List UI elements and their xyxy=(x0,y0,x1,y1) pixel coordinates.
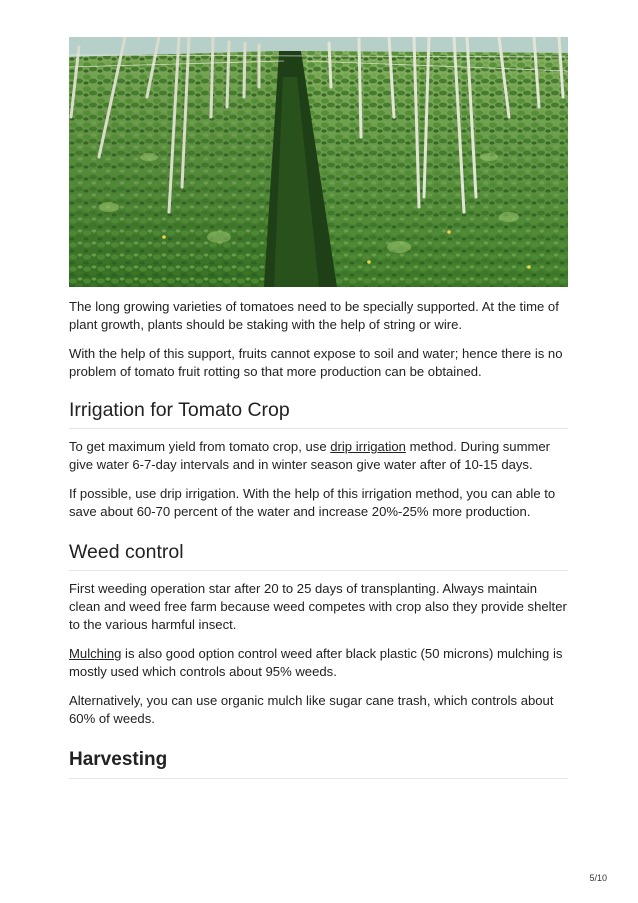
weed-paragraph-1: First weeding operation star after 20 to 25 days of transplanting. Always maintain clean and weed free farm because weed competes with crop also they provide shelter to the various harmful insect. xyxy=(69,581,567,632)
mulching-text-after: is also good option control weed after black plastic (50 microns) mulching is mostly used which controls about 95% weeds. xyxy=(69,646,563,679)
weed-paragraph-2 xyxy=(69,645,568,681)
intro-paragraph-1: The long growing varieties of tomatoes need to be specially supported. At the time of plant growth, plants should be staking with the help of string or wire. xyxy=(69,299,559,332)
irrigation-text-before: To get maximum yield from tomato crop, use xyxy=(69,439,331,454)
harvesting-heading: Harvesting xyxy=(69,748,568,779)
weed-control-heading: Weed control xyxy=(69,540,568,571)
article-page xyxy=(69,37,568,779)
page-number: 5/10 xyxy=(589,873,607,883)
tomato-field-photo xyxy=(69,37,568,287)
irrigation-heading: Irrigation for Tomato Crop xyxy=(69,398,568,429)
drip-irrigation-link[interactable]: drip irrigation xyxy=(330,439,406,454)
irrigation-paragraph-2: If possible, use drip irrigation. With the help of this irrigation method, you can able to save about 60-70 percent of the water and increase 20%-25% more production. xyxy=(69,486,556,519)
mulching-link[interactable]: Mulching xyxy=(69,646,122,661)
irrigation-text-after: method. During summer give water 6-7-day intervals and in winter season give water after of 10-15 days. xyxy=(69,439,551,472)
intro-paragraph-2: With the help of this support, fruits cannot expose to soil and water; hence there is no problem of tomato fruit rotting so that more production can be obtained. xyxy=(69,346,563,379)
irrigation-paragraph-1 xyxy=(69,438,568,474)
weed-paragraph-3: Alternatively, you can use organic mulch like sugar cane trash, which controls about 60% of weeds. xyxy=(69,693,554,726)
